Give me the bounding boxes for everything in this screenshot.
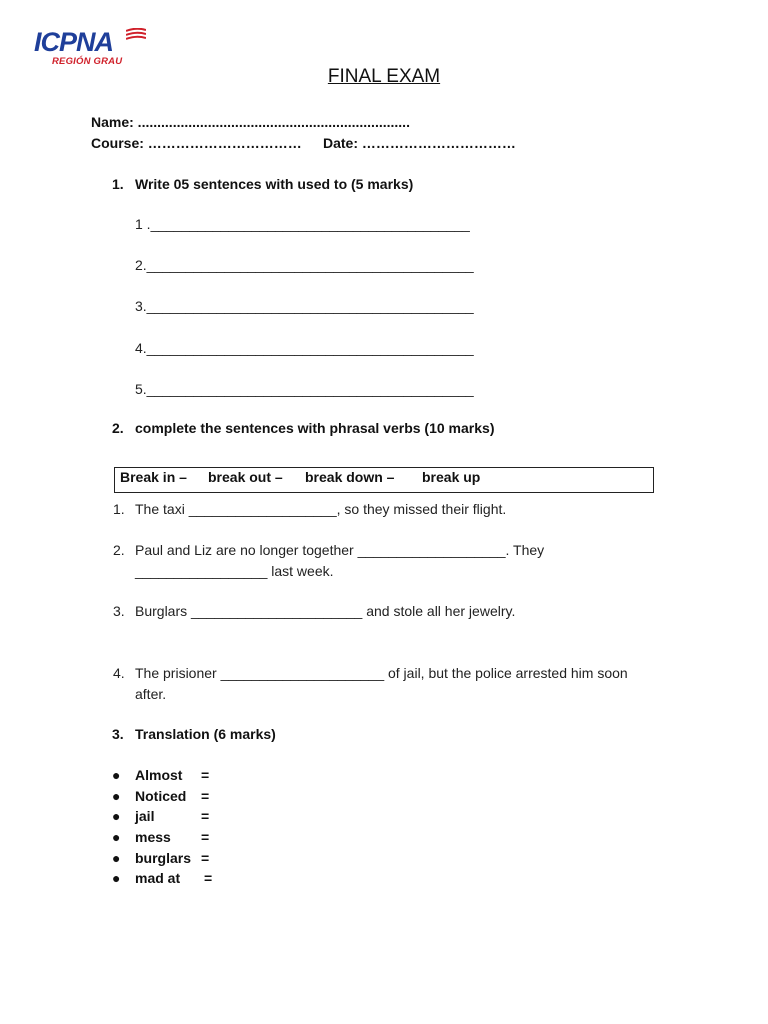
bullet-icon: ●	[112, 808, 121, 824]
item-number: 2.	[113, 542, 125, 558]
date-field: Date: ……………………………	[323, 135, 516, 151]
section3-number: 3.	[112, 726, 124, 742]
answer-line: 4.__________________________________________	[135, 340, 474, 356]
equals-sign: =	[201, 788, 210, 804]
bullet-icon: ●	[112, 767, 121, 783]
bullet-icon: ●	[112, 788, 121, 804]
answer-line: 5.__________________________________________	[135, 381, 474, 397]
exercise-sentence: The prisioner _____________________ of jail, but the police arrested him soon	[135, 665, 628, 681]
section1-number: 1.	[112, 176, 124, 192]
vocab-word: mad at	[135, 870, 181, 886]
bullet-icon: ●	[112, 850, 121, 866]
item-number: 4.	[113, 665, 125, 681]
bullet-icon: ●	[112, 829, 121, 845]
course-field: Course: ……………………………	[91, 135, 302, 151]
section2-heading: complete the sentences with phrasal verbs (10 marks)	[135, 420, 495, 436]
equals-sign: =	[201, 829, 210, 845]
vocab-word: Noticed	[135, 788, 187, 804]
answer-line: 1 ._________________________________________	[135, 216, 470, 232]
name-field: Name: ......................................................................	[91, 114, 410, 130]
equals-sign: =	[201, 850, 210, 866]
section1-heading: Write 05 sentences with used to (5 marks)	[135, 176, 414, 192]
section3-heading: Translation (6 marks)	[135, 726, 276, 742]
equals-sign: =	[204, 870, 213, 886]
exercise-sentence-cont: after.	[135, 686, 167, 702]
exercise-sentence-cont: _________________ last week.	[135, 563, 334, 579]
answer-line: 2.__________________________________________	[135, 257, 474, 273]
logo-region: REGIÓN GRAU	[52, 56, 123, 67]
equals-sign: =	[201, 767, 210, 783]
logo-text: ICPNA	[34, 27, 114, 57]
equals-sign: =	[201, 808, 210, 824]
vocab-word: burglars	[135, 850, 192, 866]
vocab-word: jail	[135, 808, 155, 824]
word-bank-box	[114, 467, 654, 493]
exercise-sentence: Paul and Liz are no longer together ___________________. They	[135, 542, 545, 558]
word-bank-item: Break in –	[120, 469, 187, 485]
vocab-word: Almost	[135, 767, 183, 783]
bullet-icon: ●	[112, 870, 121, 886]
exercise-sentence: The taxi ___________________, so they missed their flight.	[135, 501, 507, 517]
page-title: FINAL EXAM	[327, 66, 441, 87]
exercise-sentence: Burglars ______________________ and stole all her jewelry.	[135, 603, 516, 619]
item-number: 3.	[113, 603, 125, 619]
item-number: 1.	[113, 501, 125, 517]
word-bank-item: break down –	[305, 469, 395, 485]
section2-number: 2.	[112, 420, 124, 436]
flag-stripes-icon	[126, 28, 146, 42]
answer-line: 3.__________________________________________	[135, 298, 474, 314]
word-bank-item: break out –	[208, 469, 283, 485]
word-bank-item: break up	[422, 469, 481, 485]
vocab-word: mess	[135, 829, 171, 845]
